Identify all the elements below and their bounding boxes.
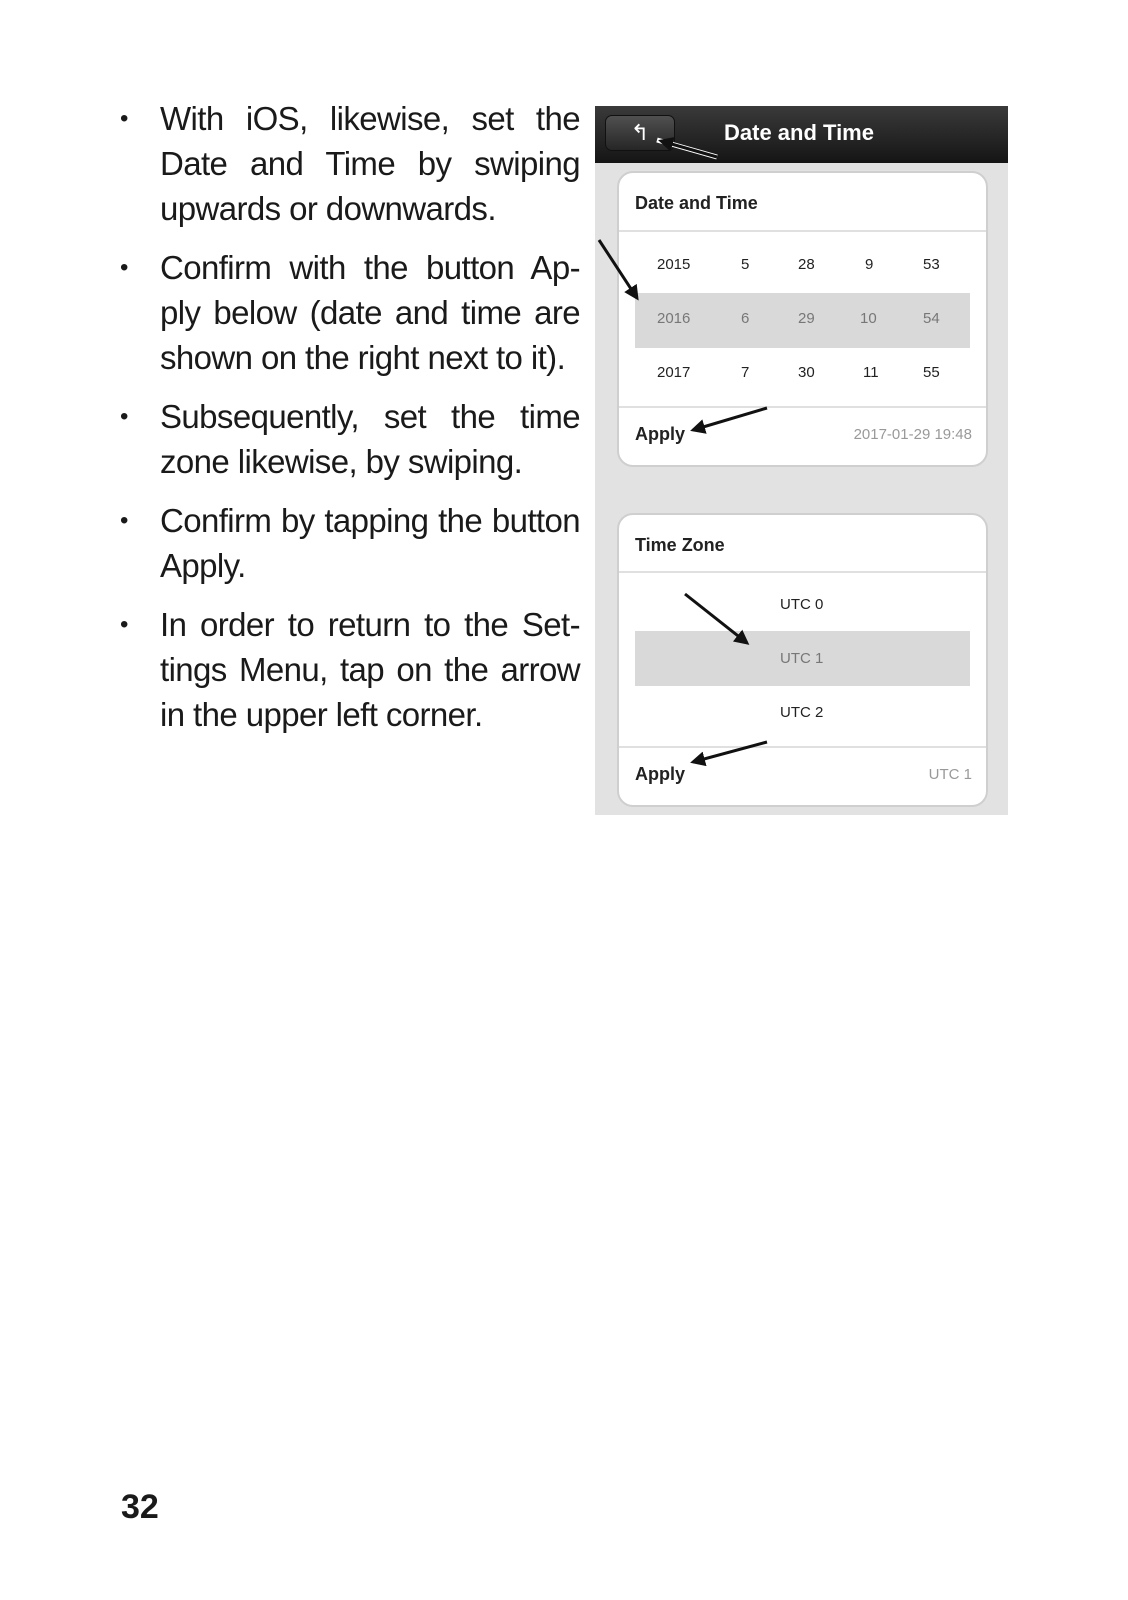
bullet-dot: • xyxy=(120,403,128,430)
screen-title: Date and Time xyxy=(724,120,874,145)
minute-cell: 54 xyxy=(923,310,940,327)
time-zone-option-selected[interactable] xyxy=(635,631,970,686)
day-cell: 28 xyxy=(798,256,815,273)
time-zone-option[interactable] xyxy=(635,577,970,632)
back-button[interactable] xyxy=(605,115,675,151)
instruction-text: Confirm with the button Ap-ply below (date and time are shown on the right next to it). xyxy=(160,249,580,376)
hour-cell: 11 xyxy=(863,364,879,381)
app-screenshot xyxy=(595,106,1008,815)
hour-cell: 10 xyxy=(860,310,877,327)
apply-button[interactable]: Apply xyxy=(635,764,686,784)
bullet-dot: • xyxy=(120,105,128,132)
instruction-text: Confirm by tapping the button Apply. xyxy=(160,502,580,584)
instruction-list xyxy=(118,96,580,751)
date-picker-row-selected[interactable] xyxy=(635,293,970,348)
time-zone-label: UTC 2 xyxy=(780,704,824,721)
selected-date-time: 2017-01-29 19:48 xyxy=(853,426,972,443)
nav-bar xyxy=(595,106,1008,163)
apply-button[interactable]: Apply xyxy=(635,424,686,444)
month-cell: 7 xyxy=(741,364,750,381)
instruction-text: In order to return to the Set-tings Menu, tap on the arrow in the upper left corner. xyxy=(160,606,580,733)
selected-time-zone: UTC 1 xyxy=(928,766,972,783)
day-cell: 29 xyxy=(798,310,815,327)
divider xyxy=(619,571,986,573)
instruction-item xyxy=(118,602,580,737)
month-cell: 6 xyxy=(741,310,750,327)
time-zone-label: UTC 0 xyxy=(780,596,824,613)
instruction-text: Subsequently, set the time zone likewise, by swiping. xyxy=(160,398,580,480)
instruction-item xyxy=(118,245,580,380)
date-time-card xyxy=(617,171,988,467)
divider xyxy=(619,230,986,232)
date-time-card-title: Date and Time xyxy=(635,193,758,213)
instruction-text: With iOS, likewise, set the Date and Time by swiping upwards or downwards. xyxy=(160,100,580,227)
divider xyxy=(619,406,986,408)
year-cell: 2017 xyxy=(657,364,691,381)
minute-cell: 53 xyxy=(923,256,940,273)
bullet-dot: • xyxy=(120,254,128,281)
time-zone-card-title: Time Zone xyxy=(635,535,725,555)
instruction-item xyxy=(118,394,580,484)
time-zone-card xyxy=(617,513,988,807)
divider xyxy=(619,746,986,748)
hour-cell: 9 xyxy=(865,256,874,273)
instruction-item xyxy=(118,96,580,231)
page-number: 32 xyxy=(121,1488,159,1526)
time-zone-option[interactable] xyxy=(635,685,970,740)
time-zone-label: UTC 1 xyxy=(780,650,824,667)
instruction-item xyxy=(118,498,580,588)
year-cell: 2015 xyxy=(657,256,691,273)
date-picker-row[interactable] xyxy=(635,239,970,294)
bullet-dot: • xyxy=(120,507,128,534)
reply-arrow-icon: ↰ xyxy=(630,120,650,145)
minute-cell: 55 xyxy=(923,364,940,381)
bullet-dot: • xyxy=(120,611,128,638)
month-cell: 5 xyxy=(741,256,750,273)
day-cell: 30 xyxy=(798,364,815,381)
year-cell: 2016 xyxy=(657,310,691,327)
date-picker-row[interactable] xyxy=(635,347,970,402)
